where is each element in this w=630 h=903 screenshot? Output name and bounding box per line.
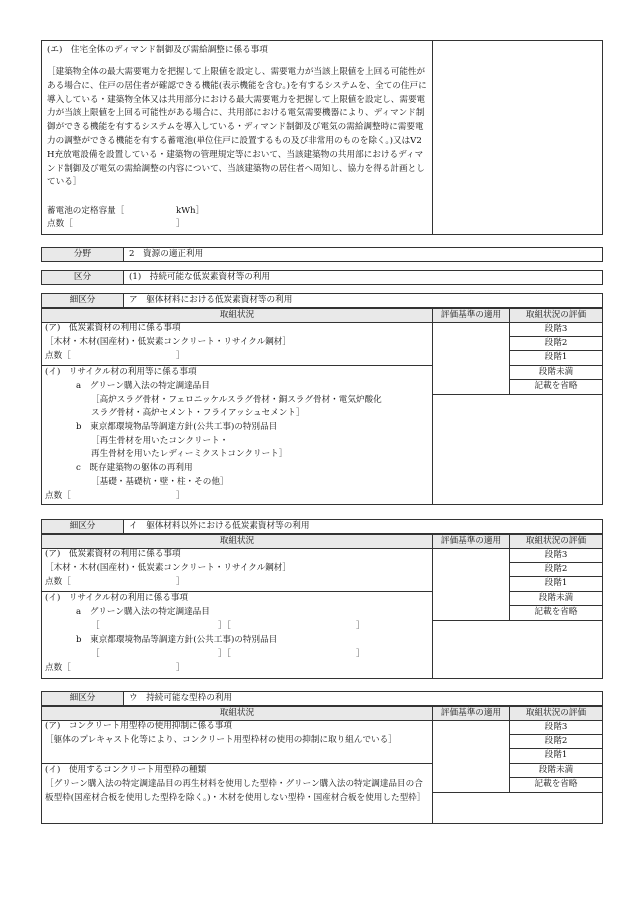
- sec2-a-heading: (ア) 低炭素資材の利用に係る事項: [45, 549, 181, 559]
- sec2-col-status: 取組状況: [219, 536, 255, 546]
- sec1-level-omit: 記載を省略: [534, 381, 578, 391]
- battery-capacity-unit: kWh］: [176, 206, 205, 216]
- sec2-level-2: 段階2: [544, 564, 568, 574]
- sec3-a-heading: (ア) コンクリート用型枠の使用抑制に係る事項: [45, 721, 233, 731]
- sec2-level-1: 段階1: [544, 578, 568, 588]
- sec2-b-heading: (イ) リサイクル材の利用に係る事項: [45, 593, 189, 603]
- sec1-level-below: 段階未満: [538, 367, 574, 377]
- sec3-b-heading: (イ) 使用するコンクリート用型枠の種類: [45, 765, 207, 775]
- category-row: [41, 270, 603, 285]
- top-heading: (エ) 住宅全体のディマンド制御及び需給調整に係る事項: [47, 45, 268, 55]
- field-label: 分野: [73, 249, 92, 259]
- sec1-a-points-label: 点数［: [45, 351, 71, 361]
- sec2-b-a-end: ］: [356, 621, 365, 631]
- sec2-b-points-label: 点数［: [45, 663, 71, 673]
- sec2-eval-line-5: [432, 620, 603, 621]
- sec2-b-b: b 東京都環境物品等調達方針(公共工事)の特別品目: [76, 635, 278, 645]
- sec3-level-3: 段階3: [544, 722, 568, 732]
- sec3-col-divider-1: [432, 706, 433, 824]
- field-value: 2 資源の適正利用: [129, 249, 204, 259]
- battery-capacity-label: 蓄電池の定格容量［: [47, 206, 125, 216]
- sec1-b-a-items-2: スラグ骨材・高炉セメント・フライアッシュセメント］: [91, 408, 305, 418]
- sec2-title-divider: [123, 519, 124, 534]
- sec3-col-eval: 取組状況の評価: [525, 708, 587, 718]
- sec2-b-b-open: ［: [91, 649, 100, 659]
- sec3-eval-line-5: [432, 792, 603, 793]
- field-row: [41, 247, 603, 262]
- sec3-title-row: [41, 691, 603, 706]
- sec1-b-a-items-1: ［高炉スラグ骨材・フェロニッケルスラグ骨材・銅スラグ骨材・電気炉酸化: [91, 395, 382, 405]
- sec2-b-points-close: ］: [176, 663, 185, 673]
- sec1-eval-line-5: [432, 394, 603, 395]
- sec2-level-3: 段階3: [544, 550, 568, 560]
- sec1-col-divider-1: [432, 308, 433, 505]
- sec2-col-criteria: 評価基準の適用: [440, 536, 502, 546]
- field-divider: [123, 247, 124, 262]
- sec2-b-a-mid: ］［: [218, 621, 231, 631]
- sec1-title-row: [41, 293, 603, 308]
- top-points-label: 点数［: [47, 219, 73, 229]
- sec1-b-points-close: ］: [176, 491, 185, 501]
- sec1-level-3: 段階3: [544, 324, 568, 334]
- sec2-sub-label: 細区分: [69, 521, 96, 531]
- sec1-title-divider: [123, 293, 124, 308]
- sec2-a-points-close: ］: [176, 577, 185, 587]
- top-section-divider: [432, 40, 433, 235]
- sec1-col-status: 取組状況: [219, 310, 255, 320]
- sec3-title: ウ 持続可能な型枠の利用: [129, 693, 233, 703]
- sec3-level-1: 段階1: [544, 750, 568, 760]
- sec2-col-divider-1: [432, 534, 433, 679]
- sec1-b-c-items: ［基礎・基礎杭・壁・柱・その他］: [91, 477, 229, 487]
- sec3-a-text: ［躯体のプレキャスト化等により、コンクリート用型枠材の使用の抑制に取り組んでいる］: [45, 735, 397, 745]
- sec1-title: ア 躯体材料における低炭素資材等の利用: [129, 295, 293, 305]
- sec1-sub-label: 細区分: [69, 295, 96, 305]
- sec1-b-c: c 既存建築物の躯体の再利用: [76, 463, 193, 473]
- sec1-col-criteria: 評価基準の適用: [440, 310, 502, 320]
- sec1-b-b: b 東京都環境物品等調達方針(公共工事)の特別品目: [76, 422, 278, 432]
- sec2-b-b-end: ］: [356, 649, 365, 659]
- sec3-level-2: 段階2: [544, 736, 568, 746]
- sec1-level-2: 段階2: [544, 338, 568, 348]
- sec1-b-b-items-1: ［再生骨材を用いたコンクリート・: [91, 436, 229, 446]
- category-divider: [123, 270, 124, 285]
- sec1-a-points-close: ］: [176, 351, 185, 361]
- sec2-a-points-label: 点数［: [45, 577, 71, 587]
- top-paragraph: ［建築物全体の最大需要電力を把握して上限値を設定し、需要電力が当該上限値を上回る可能性がある場合に、住戸の居住者が確認できる機能(表示機能を含む。)を有するシステムを、全ての住戸に導入している・建築物全体又は共用部分における最大需要電力を把握して上限値を設定し、需要電力が当該上限値を上回る可能性がある場合に、共用部における電気需要機器により、ディマンド制御ができる機能を有するシステムを導入している・ディマンド制御及び電気の需給調整時に需要電力の調整ができる機能を有する蓄電池(単位住戸に設置するもの及び非常用のものを除く。)又はV2H充放電設備を設置している・建築物の管理規定等において、当該建築物の共用部におけるディマンド制御及び電気の需給調整の内容について、当該建築物の居住者へ周知し、協力を得る計画としている］: [47, 67, 427, 188]
- sec3-level-below: 段階未満: [538, 765, 574, 775]
- top-points-close: ］: [176, 219, 185, 229]
- sec3-b-text: ［グリーン購入法の特定調達品目の再生材料を使用した型枠・グリーン購入法の特定調達品目の合板型枠(国産材合板を使用した型枠を除く。)・木材を使用しない型枠・国産材合板を使用した型枠］: [45, 779, 426, 803]
- sec3-col-status: 取組状況: [219, 708, 255, 718]
- sec1-b-b-items-2: 再生骨材を用いたレディーミクストコンクリート］: [91, 449, 288, 459]
- sec1-a-heading: (ア) 低炭素資材の利用に係る事項: [45, 323, 181, 333]
- sec1-b-a: a グリーン購入法の特定調達品目: [76, 381, 210, 391]
- sec2-level-below: 段階未満: [538, 593, 574, 603]
- sec2-col-eval: 取組状況の評価: [525, 536, 587, 546]
- sec2-b-a-open: ［: [91, 621, 100, 631]
- sec2-b-a: a グリーン購入法の特定調達品目: [76, 607, 210, 617]
- sec1-level-1: 段階1: [544, 352, 568, 362]
- sec1-a-items: ［木材・木材(国産材)・低炭素コンクリート・リサイクル鋼材］: [45, 337, 291, 347]
- sec1-col-eval: 取組状況の評価: [525, 310, 587, 320]
- sec1-b-heading: (イ) リサイクル材の利用等に係る事項: [45, 367, 197, 377]
- sec3-level-omit: 記載を省略: [534, 779, 578, 789]
- sec3-col-criteria: 評価基準の適用: [440, 708, 502, 718]
- sec2-title: イ 躯体材料以外における低炭素資材等の利用: [129, 521, 310, 531]
- sec2-level-omit: 記載を省略: [534, 607, 578, 617]
- category-label: 区分: [73, 272, 92, 282]
- sec3-title-divider: [123, 691, 124, 706]
- category-value: (1) 持続可能な低炭素資材等の利用: [129, 272, 271, 282]
- sec3-sub-label: 細区分: [69, 693, 96, 703]
- sec1-b-points-label: 点数［: [45, 491, 71, 501]
- sec2-a-items: ［木材・木材(国産材)・低炭素コンクリート・リサイクル鋼材］: [45, 563, 291, 573]
- sec2-b-b-mid: ］［: [218, 649, 231, 659]
- sec2-title-row: [41, 519, 603, 534]
